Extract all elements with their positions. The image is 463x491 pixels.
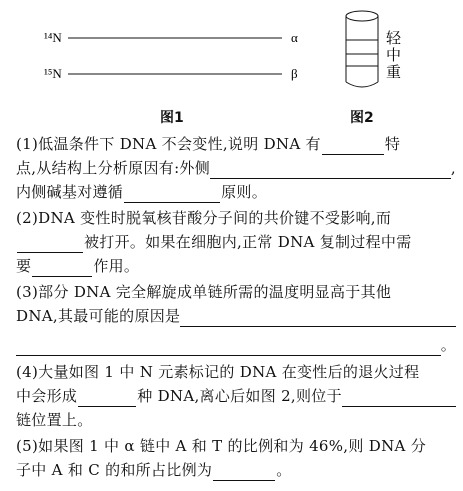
q3-line1: (3)部分 DNA 完全解旋成单链所需的温度明显高于其他 (16, 283, 392, 301)
q3-blank-2 (16, 340, 441, 356)
q4-line1: (4)大量如图 1 中 N 元素标记的 DNA 在变性后的退火过程 (16, 363, 420, 381)
q2-text-2: 被打开。如果在细胞内,正常 DNA 复制过程中需 (84, 233, 412, 251)
label-light: 轻 (386, 29, 402, 47)
q2-line1: (2)DNA 变性时脱氧核苷酸分子间的共价键不受影响,而 (16, 209, 392, 227)
q3-blank-1 (180, 311, 456, 327)
q1-text-1: (1)低温条件下 DNA 不会变性,说明 DNA 有 (16, 135, 321, 153)
beta-label: β (291, 66, 298, 81)
q2-line3 (16, 255, 456, 277)
figure1-diagram (44, 30, 298, 81)
q4-blank-2 (342, 391, 456, 407)
q3-line2 (16, 305, 456, 327)
q5-blank-1 (213, 465, 275, 481)
q4-blank-1 (78, 391, 136, 407)
q5-text-2b: 。 (276, 461, 292, 479)
q1-line3 (16, 181, 456, 203)
strand-15n-label: ¹⁵N (44, 66, 62, 81)
q1-text-3: 内侧碱基对遵循 (16, 183, 124, 201)
label-middle: 中 (386, 46, 402, 64)
q2-text-3: 要 (16, 257, 32, 275)
q1-text-2: 点,从结构上分析原因有:外侧 (16, 159, 211, 177)
figures (0, 0, 463, 110)
q4-text-2: 中会形成 (16, 387, 78, 405)
q3-line3 (16, 334, 456, 356)
q5-line1: (5)如果图 1 中 α 链中 A 和 T 的比例和为 46%,则 DNA 分 (16, 437, 426, 455)
q5-text-2: 子中 A 和 C 的和所占比例为 (16, 461, 213, 479)
label-heavy: 重 (386, 63, 402, 81)
figure1-caption: 图1 (160, 110, 184, 126)
q1-blank-2 (210, 163, 451, 179)
q4-line3: 链位置上。 (16, 411, 93, 429)
q1-blank-1 (322, 139, 384, 155)
q3-text-3: 。 (440, 336, 456, 354)
q4-text-2b: 种 DNA,离心后如图 2,则位于 (137, 387, 342, 405)
figure2-centrifuge-tube (346, 11, 378, 87)
q1-line1 (16, 133, 456, 155)
q2-blank-2 (32, 261, 92, 277)
q3-text-2: DNA,其最可能的原因是 (16, 307, 181, 325)
q2-text-3b: 作用。 (93, 257, 140, 275)
strand-14n-label: ¹⁴N (44, 30, 62, 45)
q1-text-2b: , (450, 159, 456, 177)
q1-text-1b: 特 (384, 135, 401, 153)
q4-line2 (16, 385, 456, 407)
figure2-caption: 图2 (350, 110, 374, 126)
q2-blank-1 (17, 237, 83, 253)
q1-blank-3 (124, 187, 220, 203)
q2-line2 (16, 231, 456, 253)
q1-text-3b: 原则。 (221, 183, 268, 201)
q5-line2 (16, 459, 456, 481)
q1-line2 (16, 157, 456, 179)
alpha-label: α (291, 30, 298, 45)
